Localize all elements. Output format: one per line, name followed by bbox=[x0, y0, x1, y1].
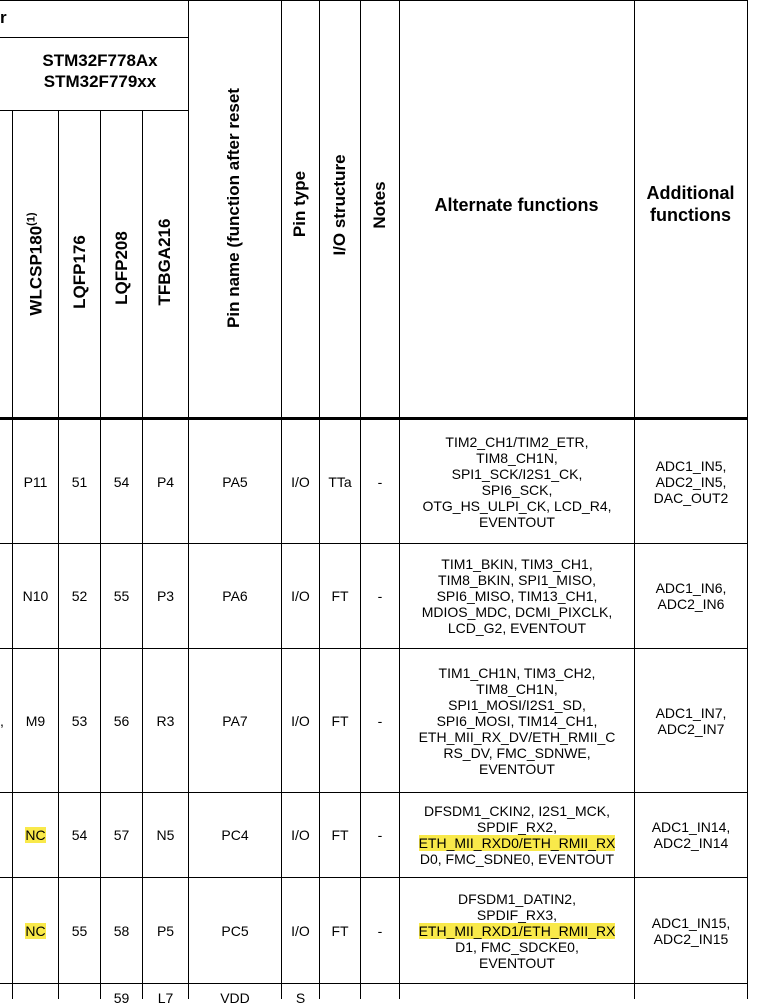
add-line: ADC2_IN6 bbox=[657, 596, 725, 612]
alt-line: EVENTOUT bbox=[479, 513, 555, 530]
cell-notes: - bbox=[377, 827, 383, 843]
cell-lqfp176: 51 bbox=[71, 473, 88, 490]
cell-additional-functions bbox=[635, 793, 747, 877]
cell-pin-type: I/O bbox=[291, 827, 310, 843]
cell-notes: - bbox=[377, 588, 383, 604]
alt-line: SPDIF_RX2, bbox=[476, 819, 558, 835]
cell-wlcsp bbox=[13, 878, 58, 983]
alt-line: TIM8_CH1N, bbox=[476, 680, 558, 697]
alt-line: SPI1_MOSI/I2S1_SD, bbox=[448, 696, 586, 713]
col-header-notes: Notes bbox=[370, 181, 389, 229]
cell-tfbga: N5 bbox=[156, 827, 175, 843]
cell-io-structure: FT bbox=[331, 588, 349, 604]
alt-line: SPI1_SCK/I2S1_CK, bbox=[451, 465, 583, 482]
cell-additional-functions bbox=[635, 420, 747, 543]
add-line: ADC2_IN15 bbox=[653, 930, 729, 947]
cell-lqfp176: 55 bbox=[71, 922, 88, 939]
cell-tfbga: P3 bbox=[156, 588, 175, 604]
cell-pin-type: I/O bbox=[291, 588, 310, 604]
add-line: ADC1_IN7, bbox=[655, 704, 727, 721]
cell-wlcsp bbox=[13, 793, 58, 877]
cell-alternate-functions bbox=[400, 420, 634, 543]
add-line: DAC_OUT2 bbox=[653, 489, 729, 506]
add-line: ADC1_IN15, bbox=[651, 914, 731, 931]
cell-notes: - bbox=[377, 712, 383, 729]
col-header-additional-line2: functions bbox=[650, 205, 731, 225]
cell-wlcsp: N10 bbox=[22, 588, 49, 604]
col-rule-10 bbox=[747, 0, 748, 999]
col-header-pin-name: Pin name (function after reset bbox=[224, 88, 243, 328]
alt-line: ETH_MII_RX_DV/ETH_RMII_C bbox=[418, 728, 616, 745]
col-header-alternate: Alternate functions bbox=[434, 195, 599, 215]
col-header-tfbga: TFBGA216 bbox=[155, 218, 174, 306]
cell-lqfp208: 55 bbox=[113, 588, 130, 604]
cell-pin-name: VDD bbox=[220, 990, 250, 1006]
header-left-fragment: r bbox=[0, 8, 7, 27]
cell-alternate-functions bbox=[400, 544, 634, 648]
add-line: ADC1_IN6, bbox=[655, 580, 727, 596]
cell-tfbga: P5 bbox=[156, 922, 175, 939]
cell-pin-type: S bbox=[295, 990, 306, 1006]
cell-lqfp208: 59 bbox=[113, 990, 130, 1006]
alt-line: MDIOS_MDC, DCMI_PIXCLK, bbox=[421, 604, 613, 620]
alt-line: D1, FMC_SDCKE0, bbox=[455, 938, 579, 955]
alt-line: SPI6_MOSI, TIM14_CH1, bbox=[436, 712, 598, 729]
table-top-border bbox=[0, 0, 748, 1]
group-title bbox=[12, 50, 188, 92]
cell-wlcsp: P11 bbox=[23, 473, 48, 490]
col-header-additional-line1: Additional bbox=[646, 183, 735, 203]
alt-line: OTG_HS_ULPI_CK, LCD_R4, bbox=[422, 497, 612, 514]
row-rule-5 bbox=[0, 983, 748, 984]
alt-line: SPDIF_RX3, bbox=[476, 906, 558, 923]
col-header-additional bbox=[634, 182, 747, 226]
alt-line: TIM1_CH1N, TIM3_CH2, bbox=[438, 664, 596, 681]
cell-pin-type: I/O bbox=[291, 712, 310, 729]
cell-pin-name: PA6 bbox=[222, 588, 248, 604]
alt-line: TIM2_CH1/TIM2_ETR, bbox=[445, 433, 589, 450]
add-line: ADC1_IN14, bbox=[651, 819, 731, 835]
nc-highlight: NC bbox=[25, 827, 46, 843]
alt-line: LCD_G2, EVENTOUT bbox=[447, 620, 587, 636]
alt-line: EVENTOUT bbox=[479, 954, 555, 971]
cell-alternate-functions bbox=[400, 793, 634, 877]
cell-pin-name: PA7 bbox=[222, 712, 248, 729]
cell-io-structure: FT bbox=[331, 922, 349, 939]
col-header-lqfp208: LQFP208 bbox=[112, 231, 131, 305]
cell-additional-functions bbox=[635, 544, 747, 648]
alt-line: SPI6_MISO, TIM13_CH1, bbox=[436, 588, 598, 604]
cell-left-mark: , bbox=[0, 712, 4, 729]
alt-line: D0, FMC_SDNE0, EVENTOUT bbox=[419, 851, 615, 867]
add-line: ADC2_IN14 bbox=[653, 835, 729, 851]
cell-pin-name: PA5 bbox=[222, 473, 248, 490]
col-header-wlcsp: WLCSP180$^{(1)}$ bbox=[25, 212, 46, 316]
add-line: ADC2_IN7 bbox=[657, 720, 725, 737]
cell-io-structure: TTa bbox=[328, 473, 352, 490]
alt-line-highlight: ETH_MII_RXD0/ETH_RMII_RX bbox=[418, 835, 616, 851]
cell-io-structure: FT bbox=[331, 712, 349, 729]
cell-lqfp176: 52 bbox=[71, 588, 88, 604]
alt-line: TIM8_BKIN, SPI1_MISO, bbox=[438, 572, 596, 588]
cell-lqfp208: 57 bbox=[113, 827, 130, 843]
alt-line: DFSDM1_CKIN2, I2S1_MCK, bbox=[424, 803, 610, 819]
group-title-line2: STM32F779xx bbox=[43, 72, 157, 91]
cell-wlcsp: M9 bbox=[25, 712, 46, 729]
cell-lqfp176: 54 bbox=[71, 827, 88, 843]
add-line: ADC1_IN5, bbox=[655, 457, 727, 474]
alt-line: EVENTOUT bbox=[479, 760, 555, 777]
nc-highlight: NC bbox=[25, 922, 46, 939]
alt-line: TIM1_BKIN, TIM3_CH1, bbox=[441, 556, 593, 572]
alt-line: SPI6_SCK, bbox=[481, 481, 553, 498]
cell-notes: - bbox=[377, 473, 383, 490]
cell-notes: - bbox=[377, 922, 383, 939]
cell-pin-type: I/O bbox=[291, 473, 310, 490]
col-header-io-structure: I/O structure bbox=[330, 154, 349, 256]
cell-alternate-functions bbox=[400, 878, 634, 983]
cell-pin-type: I/O bbox=[291, 922, 310, 939]
alt-line: RS_DV, FMC_SDNWE, bbox=[443, 744, 591, 761]
header-rule-2 bbox=[0, 110, 188, 111]
cell-lqfp208: 56 bbox=[113, 712, 130, 729]
cell-additional-functions bbox=[635, 649, 747, 792]
alt-line: DFSDM1_DATIN2, bbox=[458, 890, 576, 907]
group-title-line1: STM32F778Ax bbox=[42, 51, 158, 70]
cell-tfbga: P4 bbox=[156, 473, 175, 490]
col-header-lqfp176: LQFP176 bbox=[70, 235, 89, 309]
cell-additional-functions bbox=[635, 878, 747, 983]
cell-io-structure: FT bbox=[331, 827, 349, 843]
col-header-pin-type: Pin type bbox=[290, 170, 309, 238]
alt-line: TIM8_CH1N, bbox=[476, 449, 558, 466]
cell-tfbga: L7 bbox=[157, 990, 174, 1006]
add-line: ADC2_IN5, bbox=[655, 473, 727, 490]
cell-lqfp208: 54 bbox=[113, 473, 130, 490]
cell-pin-name: PC4 bbox=[221, 827, 249, 843]
header-rule-1 bbox=[0, 37, 188, 38]
cell-lqfp176: 53 bbox=[71, 712, 88, 729]
cell-alternate-functions bbox=[400, 649, 634, 792]
alt-line-highlight: ETH_MII_RXD1/ETH_RMII_RX bbox=[418, 922, 616, 939]
cell-lqfp208: 58 bbox=[113, 922, 130, 939]
cell-tfbga: R3 bbox=[156, 712, 175, 729]
cell-pin-name: PC5 bbox=[221, 922, 249, 939]
